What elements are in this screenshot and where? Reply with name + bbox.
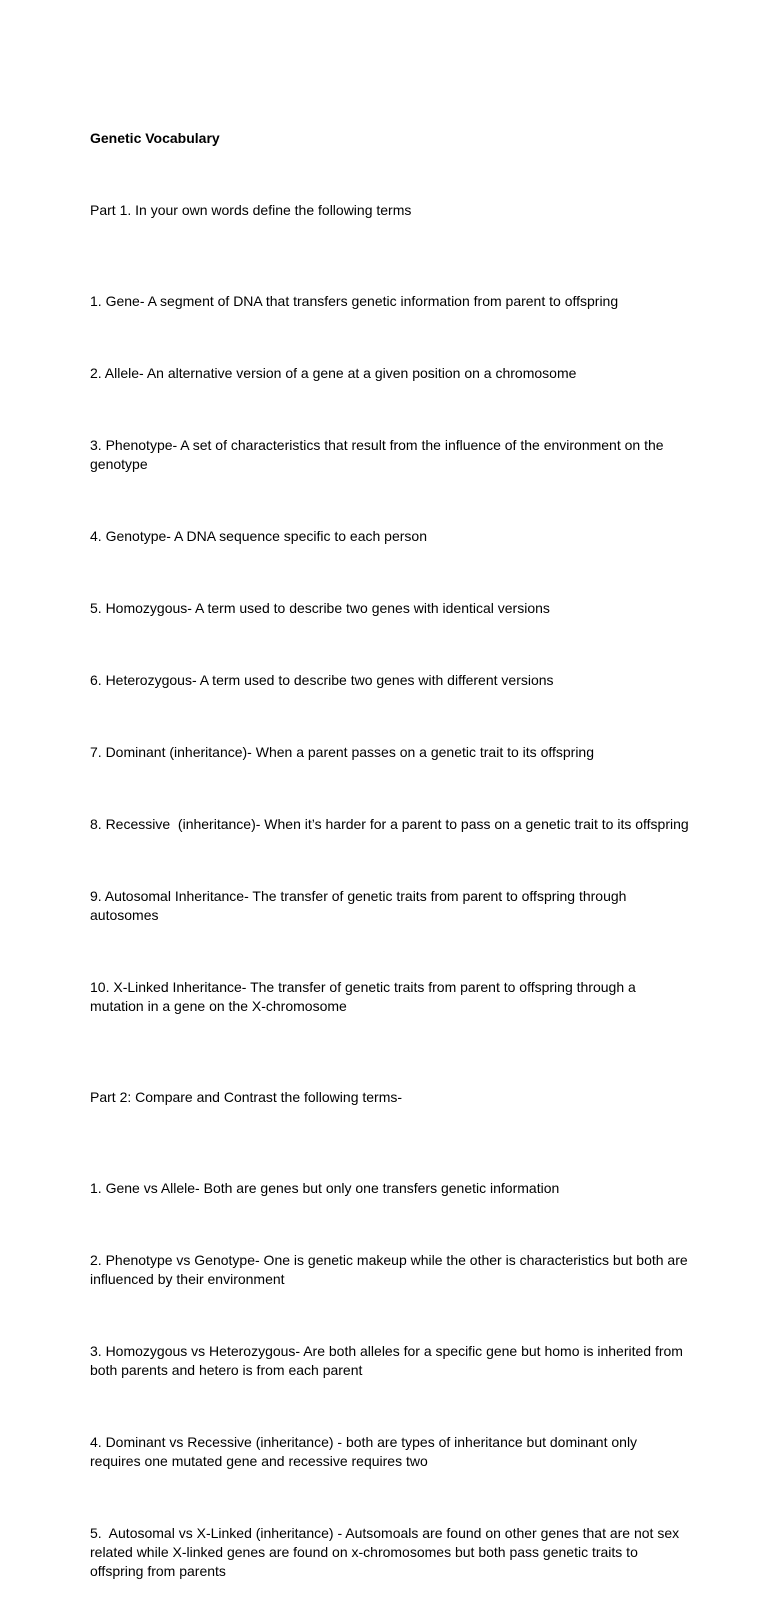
part2-item-homo-vs-hetero: 3. Homozygous vs Heterozygous- Are both alleles for a specific gene but homo is inherited from both parents and hetero is from each parent xyxy=(90,1343,687,1378)
part2-item-dominant-vs-recessive: 4. Dominant vs Recessive (inheritance) - both are types of inheritance but dominant only requires one mutated gene and recessive requires two xyxy=(90,1434,641,1469)
part2-item-phenotype-vs-genotype: 2. Phenotype vs Genotype- One is genetic makeup while the other is characteristics but both are influenced by their environment xyxy=(90,1252,692,1287)
part2-item-gene-vs-allele: 1. Gene vs Allele- Both are genes but only one transfers genetic information xyxy=(90,1180,560,1196)
part1-item-dominant: 7. Dominant (inheritance)- When a parent passes on a genetic trait to its offspring xyxy=(90,744,595,760)
part2-item-autosomal-vs-x-linked: 5. Autosomal vs X-Linked (inheritance) - Autsomoals are found on other genes that are not sex related while X-linked genes are found on x-chromosomes but both pass genetic traits to offspring from parents xyxy=(90,1525,684,1579)
part1-heading: Part 1. In your own words define the following terms xyxy=(90,202,412,218)
part1-item-recessive: 8. Recessive (inheritance)- When it’s harder for a parent to pass on a genetic trait to its offspring xyxy=(90,816,689,832)
part1-item-gene: 1. Gene- A segment of DNA that transfers genetic information from parent to offspring xyxy=(90,293,619,309)
document-page xyxy=(90,91,690,1615)
part1-item-autosomal: 9. Autosomal Inheritance- The transfer of genetic traits from parent to offspring through autosomes xyxy=(90,888,631,923)
part1-item-allele: 2. Allele- An alternative version of a gene at a given position on a chromosome xyxy=(90,365,577,381)
document-title: Genetic Vocabulary xyxy=(90,130,220,146)
part1-item-heterozygous: 6. Heterozygous- A term used to describe two genes with different versions xyxy=(90,672,554,688)
part1-item-genotype: 4. Genotype- A DNA sequence specific to each person xyxy=(90,528,427,544)
part1-item-x-linked: 10. X-Linked Inheritance- The transfer of genetic traits from parent to offspring through a mutation in a gene on the X-chromosome xyxy=(90,979,640,1014)
part2-heading: Part 2: Compare and Contrast the following terms- xyxy=(90,1089,403,1105)
part1-item-phenotype: 3. Phenotype- A set of characteristics that result from the influence of the environment on the genotype xyxy=(90,437,668,472)
part1-item-homozygous: 5. Homozygous- A term used to describe two genes with identical versions xyxy=(90,600,550,616)
